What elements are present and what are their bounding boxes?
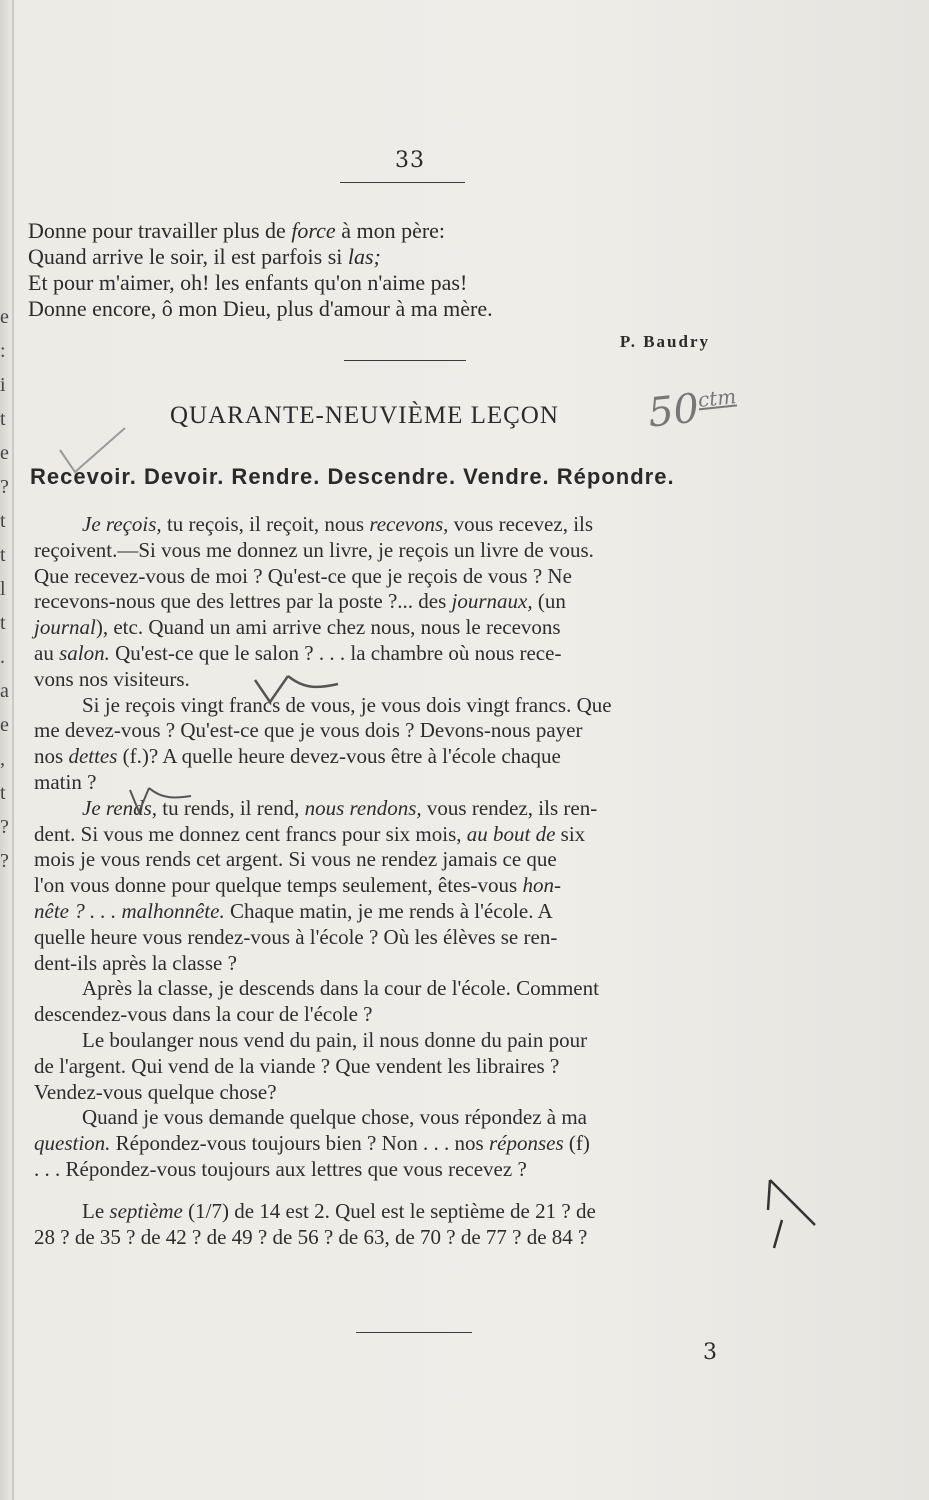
margin-glyph: t xyxy=(0,544,6,566)
body-text-run: Chaque matin, je me rends à l'école. A xyxy=(224,898,553,923)
handwritten-price xyxy=(646,381,739,436)
body-text-run: l'on vous donne pour quelque temps seulement, êtes-vous xyxy=(34,873,523,898)
italic-term: journaux, xyxy=(451,589,533,614)
body-line xyxy=(34,693,794,719)
body-line xyxy=(34,667,794,693)
italic-term: question. xyxy=(34,1131,111,1156)
body-text-run: mois je vous rends cet argent. Si vous ne rendez jamais ce que xyxy=(34,847,557,872)
margin-glyph: a xyxy=(0,680,9,702)
italic-term: Je reçois, xyxy=(82,512,162,536)
body-text-run: au xyxy=(34,640,60,665)
body-line xyxy=(34,925,794,951)
previous-page-bleed xyxy=(0,300,14,878)
poem-line xyxy=(28,218,708,244)
body-text-run: Que recevez-vous de moi ? Qu'est-ce que je reçois de vous ? Ne xyxy=(34,563,572,588)
margin-glyph: ? xyxy=(0,850,9,872)
body-text-run: me devez-vous ? Qu'est-ce que je vous dois ? Devons-nous payer xyxy=(34,718,583,743)
body-text-run: tu rends, il rend, xyxy=(157,795,305,820)
body-text-run: descendez-vous dans la cour de l'école ? xyxy=(34,1002,373,1027)
margin-glyph: , xyxy=(0,748,5,770)
body-line xyxy=(34,1080,794,1106)
body-line xyxy=(34,1225,794,1251)
body-text-run: (un xyxy=(532,589,566,614)
poem-line xyxy=(28,270,708,296)
paragraph-gap xyxy=(34,1183,794,1199)
body-line xyxy=(34,847,794,873)
italic-term: nête ? . . . malhonnête. xyxy=(34,898,225,923)
handwritten-price-value: 50 xyxy=(645,385,702,437)
margin-glyph: l xyxy=(0,578,6,600)
body-text-run: matin ? xyxy=(34,769,97,794)
margin-glyph: ? xyxy=(0,816,9,838)
body-line xyxy=(34,538,794,564)
body-line xyxy=(34,822,794,848)
italic-term: dettes xyxy=(68,744,118,769)
pencil-check-mark-icon xyxy=(250,670,340,710)
body-text-run: vons nos visiteurs. xyxy=(34,666,190,691)
italic-term: septième xyxy=(109,1198,183,1223)
body-text-run: ), etc. Quand un ami arrive chez nous, nous le recevons xyxy=(95,615,561,640)
poem-line xyxy=(28,244,708,270)
margin-glyph: t xyxy=(0,408,6,430)
body-line xyxy=(34,1157,794,1183)
italic-term: recevons, xyxy=(369,512,449,536)
body-text-run: Le boulanger nous vend du pain, il nous donne du pain pour xyxy=(82,1027,588,1052)
margin-glyph: e xyxy=(0,442,9,464)
body-line xyxy=(34,641,794,667)
body-line xyxy=(34,718,794,744)
body-text-run: six xyxy=(555,821,586,846)
body-text-run: recevons-nous que des lettres par la poste ?... des xyxy=(34,589,452,614)
pencil-check-mark-icon xyxy=(55,420,135,480)
italic-term: salon. xyxy=(59,640,110,665)
poem-text: à mon père: xyxy=(335,218,446,243)
lesson-body xyxy=(34,512,794,1250)
poem-text: Donne pour travailler plus de xyxy=(28,218,292,243)
margin-glyph: : xyxy=(0,340,6,362)
body-line xyxy=(34,564,794,590)
body-text-run: quelle heure vous rendez-vous à l'école ? Où les élèves se ren- xyxy=(34,924,558,949)
body-text-run: nos xyxy=(34,744,69,769)
section-rule xyxy=(344,360,466,361)
poem-emphasis: force xyxy=(291,218,336,243)
body-text-run: reçoivent.—Si vous me donnez un livre, je reçois un livre de vous. xyxy=(34,537,594,562)
italic-term: réponses xyxy=(488,1131,564,1156)
body-text-run: tu reçois, il reçoit, nous xyxy=(161,512,370,536)
body-text-run: Répondez-vous toujours bien ? Non . . . nos xyxy=(110,1131,489,1156)
lesson-verbs: Recevoir. Devoir. Rendre. Descendre. Vendre. Répondre. xyxy=(30,464,675,489)
body-text-run: vous recevez, ils xyxy=(448,512,594,536)
body-text-run: (f) xyxy=(563,1131,590,1156)
poem-emphasis: las; xyxy=(347,244,381,269)
body-line xyxy=(34,589,794,615)
margin-glyph: e xyxy=(0,306,9,328)
body-line xyxy=(34,1105,794,1131)
poem-text: Et pour m'aimer, oh! les enfants qu'on n'aime pas! xyxy=(28,270,468,295)
poem-stanza xyxy=(28,218,708,322)
body-line xyxy=(34,899,794,925)
header-rule xyxy=(340,182,465,183)
body-text-run: dent-ils après la classe ? xyxy=(34,950,237,975)
body-text-run: (1/7) de 14 est 2. Quel est le septième de 21 ? de xyxy=(182,1198,596,1223)
signature-number: 3 xyxy=(703,1340,717,1365)
footer-rule xyxy=(356,1332,472,1333)
body-line xyxy=(34,1199,794,1225)
italic-term: nous rendons, xyxy=(304,795,422,820)
italic-term: journal xyxy=(34,615,96,640)
poem-author: P. Baudry xyxy=(619,332,710,351)
body-text-run: vous rendez, ils ren- xyxy=(421,795,598,820)
poem-line xyxy=(28,296,708,322)
body-text-run: de l'argent. Qui vend de la viande ? Que vendent les libraires ? xyxy=(34,1053,560,1078)
body-text-run: Après la classe, je descends dans la cour de l'école. Comment xyxy=(82,976,599,1001)
margin-glyph: e xyxy=(0,714,9,736)
body-line xyxy=(34,615,794,641)
poem-text: Donne encore, ô mon Dieu, plus d'amour à ma mère. xyxy=(28,296,493,321)
poem-text: Quand arrive le soir, il est parfois si xyxy=(28,244,348,269)
body-line xyxy=(34,744,794,770)
body-line xyxy=(34,1002,794,1028)
margin-glyph: t xyxy=(0,612,6,634)
body-line xyxy=(34,1131,794,1157)
pencil-cross-mark-icon xyxy=(760,1170,820,1250)
margin-glyph: . xyxy=(0,646,5,668)
body-line xyxy=(34,951,794,977)
body-line xyxy=(34,976,794,1002)
body-text-run: dent. Si vous me donnez cent francs pour six mois, xyxy=(34,821,467,846)
lesson-title: QUARANTE-NEUVIÈME LEÇON xyxy=(170,402,559,429)
italic-term: hon- xyxy=(522,873,561,898)
body-line xyxy=(34,1028,794,1054)
margin-glyph: t xyxy=(0,510,6,532)
pencil-check-mark-icon xyxy=(125,782,195,818)
body-line xyxy=(34,873,794,899)
body-text-run: Qu'est-ce que le salon ? . . . la chambre où nous rece- xyxy=(109,640,562,665)
body-line xyxy=(34,1054,794,1080)
body-text-run: Quand je vous demande quelque chose, vous répondez à ma xyxy=(82,1105,588,1130)
body-text-run: Le xyxy=(82,1198,110,1223)
body-text-run: . . . Répondez-vous toujours aux lettres que vous recevez ? xyxy=(34,1156,527,1181)
page-number: 33 xyxy=(395,148,425,173)
italic-term: Je rends, xyxy=(82,795,158,820)
margin-glyph: ? xyxy=(0,476,9,498)
handwritten-price-suffix: ctm xyxy=(696,384,738,412)
body-text-run: Vendez-vous quelque chose? xyxy=(34,1079,277,1104)
italic-term: au bout de xyxy=(466,821,556,846)
body-line xyxy=(34,512,794,538)
body-text-run: (f.)? A quelle heure devez-vous être à l'école chaque xyxy=(117,744,561,769)
body-text-run: 28 ? de 35 ? de 42 ? de 49 ? de 56 ? de 63, de 70 ? de 77 ? de 84 ? xyxy=(34,1224,588,1249)
body-text-run: Si je reçois vingt francs de vous, je vous dois vingt francs. Que xyxy=(82,692,612,717)
margin-glyph: t xyxy=(0,782,6,804)
margin-glyph: i xyxy=(0,374,6,396)
